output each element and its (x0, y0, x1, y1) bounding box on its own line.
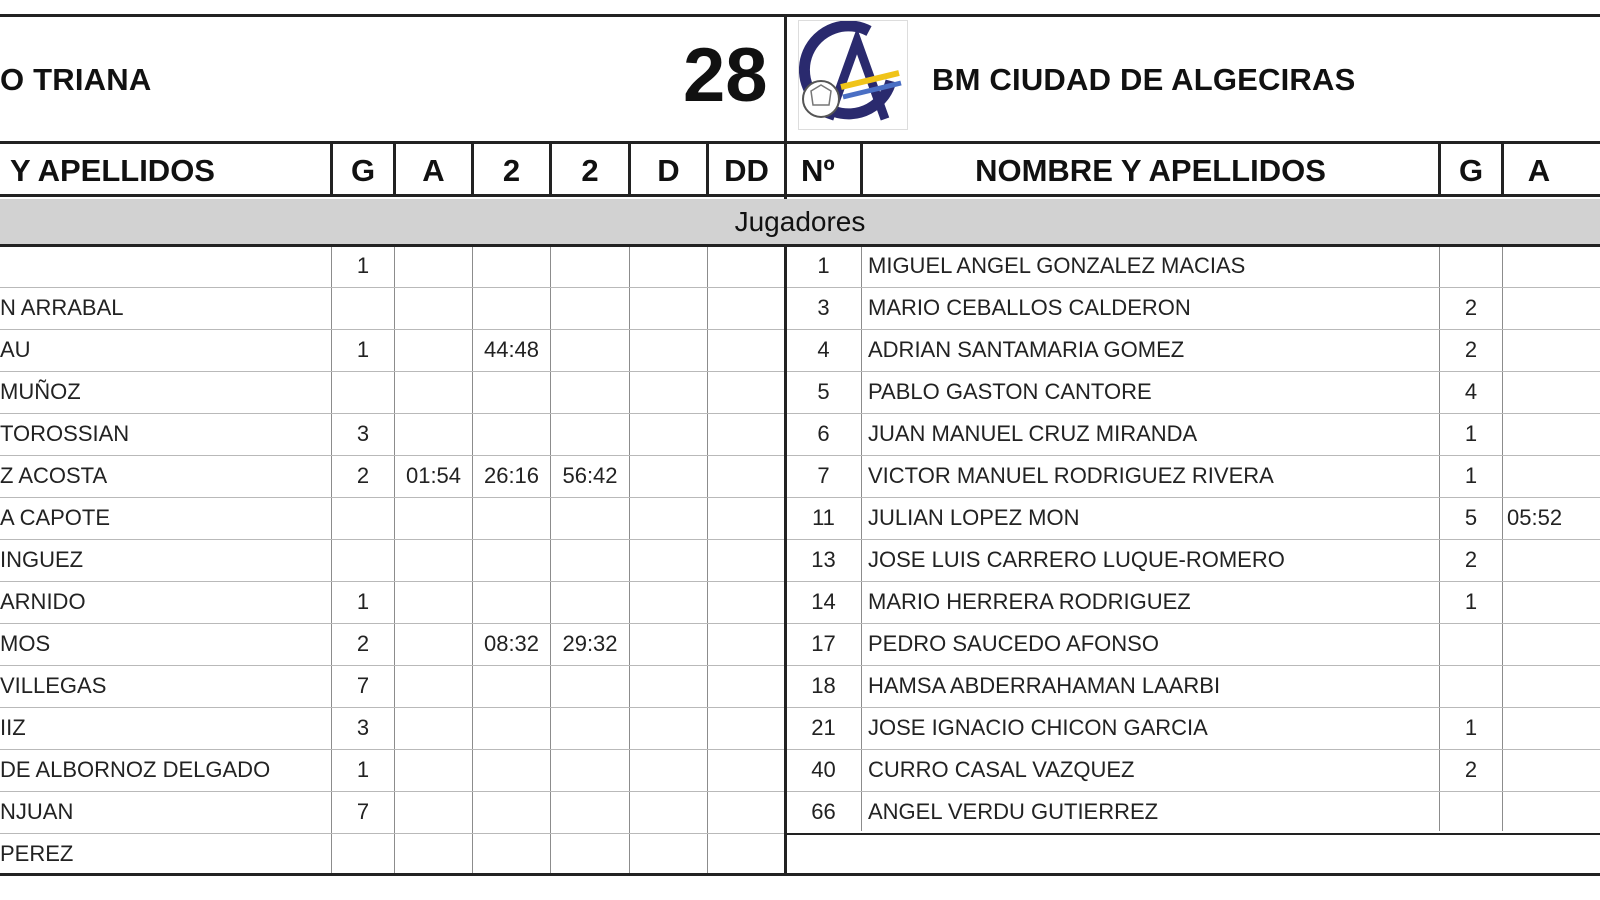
home-player-suspension-1: 26:16 (483, 463, 540, 488)
away-player-name: JULIAN LOPEZ MON (868, 505, 1080, 530)
home-player-suspension-2: 29:32 (562, 631, 618, 656)
home-player-warning (396, 329, 471, 371)
home-player-goals (333, 833, 393, 875)
away-player-number: 66 (811, 799, 836, 824)
away-player-warning (1507, 455, 1600, 497)
away-team-name: BM CIUDAD DE ALGECIRAS (932, 62, 1356, 97)
away-player-number: 17 (811, 631, 836, 656)
home-player-goals: 2 (356, 631, 370, 656)
home-player-suspension-1 (474, 791, 549, 833)
home-player-disq-report (709, 287, 784, 329)
home-player-disq (631, 665, 706, 707)
home-player-warning (396, 833, 471, 875)
home-player-disq (631, 287, 706, 329)
home-player-disq (631, 539, 706, 581)
home-player-disq (631, 749, 706, 791)
home-player-suspension-2 (552, 749, 628, 791)
away-player-warning (1507, 581, 1600, 623)
home-player-suspension-2 (552, 581, 628, 623)
away-col-name: NOMBRE Y APELLIDOS (975, 153, 1326, 188)
grid-vline (550, 247, 551, 873)
home-player-disq-report (709, 497, 784, 539)
home-player-suspension-2 (552, 539, 628, 581)
away-player-name: MIGUEL ANGEL GONZALEZ MACIAS (868, 253, 1246, 278)
home-col-dd: DD (724, 153, 769, 188)
home-player-disq-report (709, 665, 784, 707)
home-player-goals (333, 497, 393, 539)
home-player-warning: 01:54 (405, 463, 462, 488)
home-player-name: INGUEZ (0, 547, 84, 572)
away-player-goals: 2 (1464, 547, 1478, 572)
home-player-disq (631, 329, 706, 371)
home-player-suspension-1 (474, 413, 549, 455)
grid-vline (629, 247, 630, 873)
home-team-name: O TRIANA (0, 62, 152, 97)
home-player-name: VILLEGAS (0, 673, 107, 698)
away-player-goals: 4 (1464, 379, 1478, 404)
away-player-number: 13 (811, 547, 836, 572)
home-player-warning (396, 539, 471, 581)
home-player-goals (333, 287, 393, 329)
home-player-goals: 1 (356, 757, 370, 782)
away-player-name: JOSE IGNACIO CHICON GARCIA (868, 715, 1208, 740)
home-player-disq-report (709, 413, 784, 455)
home-player-suspension-2 (552, 329, 628, 371)
home-player-suspension-1 (474, 833, 549, 875)
home-col-2a: 2 (502, 153, 521, 188)
home-player-name: A CAPOTE (0, 505, 111, 530)
home-col-2b: 2 (581, 153, 599, 188)
home-player-disq (631, 707, 706, 749)
home-player-suspension-1 (474, 665, 549, 707)
away-col-num: Nº (801, 153, 835, 188)
away-player-goals: 1 (1464, 463, 1478, 488)
away-player-warning (1507, 623, 1600, 665)
header-top-border (0, 141, 1600, 144)
home-player-disq-report (709, 791, 784, 833)
home-player-suspension-2 (552, 371, 628, 413)
home-player-name: AU (0, 337, 31, 362)
home-player-disq (631, 623, 706, 665)
grid-vline (331, 247, 332, 873)
away-player-name: ADRIAN SANTAMARIA GOMEZ (868, 337, 1185, 362)
home-player-suspension-1 (474, 497, 549, 539)
away-player-warning: 05:52 (1507, 505, 1563, 530)
away-player-warning (1507, 707, 1600, 749)
home-player-disq (631, 497, 706, 539)
away-player-name: CURRO CASAL VAZQUEZ (868, 757, 1135, 782)
home-player-warning (396, 497, 471, 539)
home-player-disq-report (709, 707, 784, 749)
club-logo-icon (798, 20, 908, 130)
home-player-disq (631, 455, 706, 497)
home-player-disq-report (709, 539, 784, 581)
away-player-warning (1507, 329, 1600, 371)
away-player-goals (1441, 665, 1501, 707)
away-player-warning (1507, 245, 1600, 287)
away-player-name: HAMSA ABDERRAHAMAN LAARBI (868, 673, 1221, 698)
away-player-goals (1441, 623, 1501, 665)
away-player-number: 7 (817, 463, 830, 488)
home-player-warning (396, 623, 471, 665)
away-player-name: JUAN MANUEL CRUZ MIRANDA (868, 421, 1198, 446)
away-player-goals: 2 (1464, 757, 1478, 782)
home-player-disq-report (709, 581, 784, 623)
home-player-suspension-2 (552, 791, 628, 833)
home-player-suspension-2 (552, 287, 628, 329)
top-border (0, 14, 1600, 17)
section-label: Jugadores (734, 206, 866, 237)
home-player-disq-report (709, 329, 784, 371)
away-player-number: 1 (817, 253, 830, 278)
away-player-warning (1507, 539, 1600, 581)
away-col-g: G (1458, 153, 1484, 188)
home-score: 28 (683, 33, 768, 118)
home-player-name: Z ACOSTA (0, 463, 108, 488)
away-player-name: PABLO GASTON CANTORE (868, 379, 1152, 404)
home-player-name: DE ALBORNOZ DELGADO (0, 757, 271, 782)
home-player-warning (396, 749, 471, 791)
away-player-number: 11 (812, 505, 835, 530)
home-player-goals: 1 (356, 589, 370, 614)
away-player-number: 18 (811, 673, 836, 698)
home-player-goals: 3 (356, 421, 370, 446)
away-player-name: MARIO CEBALLOS CALDERON (868, 295, 1191, 320)
grid-vline (394, 247, 395, 873)
home-player-suspension-2 (552, 707, 628, 749)
home-player-name: TOROSSIAN (0, 421, 130, 446)
home-player-suspension-2 (552, 497, 628, 539)
away-player-goals: 1 (1464, 589, 1478, 614)
home-player-warning (396, 707, 471, 749)
grid-hline (787, 833, 1600, 835)
away-player-warning (1507, 791, 1600, 833)
away-player-number: 4 (817, 337, 830, 362)
home-player-warning (396, 665, 471, 707)
home-player-suspension-1: 44:48 (483, 337, 540, 362)
home-player-suspension-1: 08:32 (483, 631, 540, 656)
away-player-warning (1507, 749, 1600, 791)
home-player-disq (631, 791, 706, 833)
away-player-goals: 5 (1464, 505, 1478, 530)
away-player-number: 14 (811, 589, 836, 614)
home-col-d: D (657, 153, 680, 188)
away-player-number: 40 (811, 757, 836, 782)
home-player-goals: 3 (356, 715, 370, 740)
home-player-goals: 1 (356, 337, 370, 362)
home-player-disq (631, 833, 706, 875)
home-player-disq (631, 413, 706, 455)
away-player-name: VICTOR MANUEL RODRIGUEZ RIVERA (868, 463, 1274, 488)
home-player-suspension-1 (474, 581, 549, 623)
home-player-suspension-1 (474, 287, 549, 329)
home-col-name: Y APELLIDOS (10, 153, 215, 188)
home-player-disq-report (709, 833, 784, 875)
away-player-warning (1507, 665, 1600, 707)
home-player-suspension-1 (474, 371, 549, 413)
home-player-disq (631, 245, 706, 287)
home-player-name: N ARRABAL (0, 295, 124, 320)
grid-vline (472, 247, 473, 873)
home-player-name: ARNIDO (0, 589, 86, 614)
home-player-name: MUÑOZ (0, 379, 81, 404)
home-player-warning (396, 413, 471, 455)
home-col-a: A (422, 153, 445, 188)
away-player-name: MARIO HERRERA RODRIGUEZ (868, 589, 1191, 614)
home-col-g: G (350, 153, 376, 188)
home-player-name: IIZ (0, 715, 26, 740)
away-player-warning (1507, 413, 1600, 455)
home-player-warning (396, 287, 471, 329)
home-player-disq-report (709, 623, 784, 665)
away-player-name: JOSE LUIS CARRERO LUQUE-ROMERO (868, 547, 1285, 572)
home-player-suspension-2 (552, 413, 628, 455)
home-player-name: PEREZ (0, 841, 74, 866)
home-player-suspension-1 (474, 245, 549, 287)
away-player-name: PEDRO SAUCEDO AFONSO (868, 631, 1159, 656)
home-player-disq-report (709, 749, 784, 791)
home-player-suspension-2 (552, 833, 628, 875)
away-player-warning (1507, 371, 1600, 413)
away-player-goals: 1 (1464, 715, 1478, 740)
grid-vline (707, 247, 708, 873)
home-player-goals (333, 371, 393, 413)
away-player-goals (1441, 791, 1501, 833)
home-player-disq-report (709, 245, 784, 287)
home-player-name: MOS (0, 631, 51, 656)
home-player-disq (631, 581, 706, 623)
away-player-goals: 2 (1464, 295, 1478, 320)
away-player-warning (1507, 287, 1600, 329)
home-player-warning (396, 245, 471, 287)
home-player-suspension-1 (474, 707, 549, 749)
away-player-number: 21 (811, 715, 836, 740)
away-player-goals: 1 (1464, 421, 1478, 446)
home-player-goals: 2 (356, 463, 370, 488)
away-player-number: 5 (817, 379, 830, 404)
table-bottom-border (0, 873, 1600, 876)
away-player-goals (1441, 245, 1501, 287)
home-player-goals (333, 539, 393, 581)
home-player-suspension-1 (474, 539, 549, 581)
home-player-disq-report (709, 455, 784, 497)
home-player-disq (631, 371, 706, 413)
home-player-warning (396, 371, 471, 413)
home-player-warning (396, 581, 471, 623)
home-player-name (0, 245, 328, 287)
home-player-suspension-2 (552, 245, 628, 287)
home-player-suspension-2 (552, 665, 628, 707)
away-player-number: 3 (817, 295, 830, 320)
home-player-goals: 7 (356, 799, 370, 824)
home-player-disq-report (709, 371, 784, 413)
away-player-goals: 2 (1464, 337, 1478, 362)
away-player-number: 6 (817, 421, 830, 446)
home-player-goals: 7 (356, 673, 370, 698)
home-player-suspension-2: 56:42 (562, 463, 618, 488)
home-player-goals: 1 (356, 253, 370, 278)
home-player-suspension-1 (474, 749, 549, 791)
home-player-name: NJUAN (0, 799, 74, 824)
home-player-warning (396, 791, 471, 833)
away-col-a: A (1527, 153, 1551, 188)
away-player-name: ANGEL VERDU GUTIERREZ (868, 799, 1159, 824)
